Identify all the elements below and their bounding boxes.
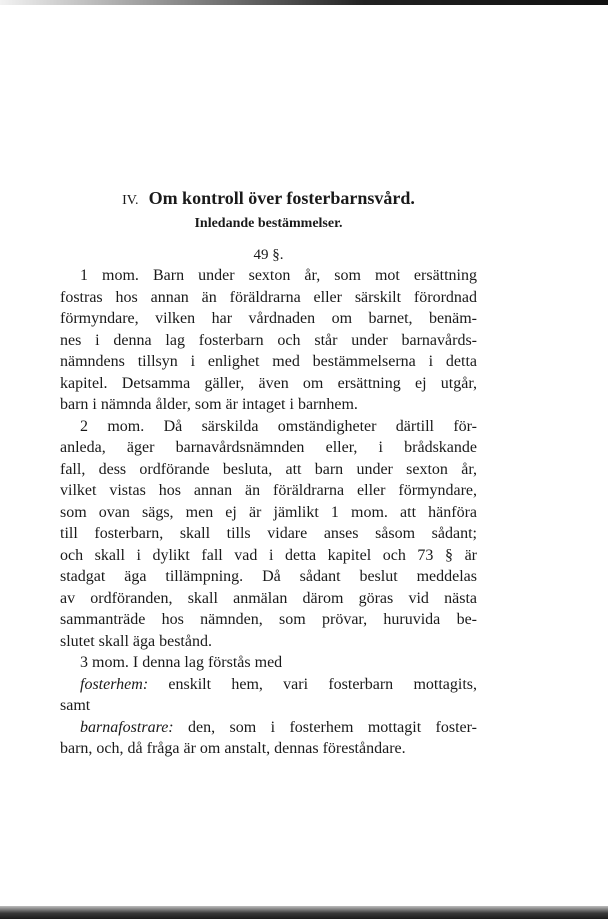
definition-text: den, som i fosterhem mottagit foster-: [173, 718, 477, 736]
subheading: Inledande bestämmelser.: [194, 216, 343, 231]
section-number: 49 §.: [253, 247, 284, 263]
paragraph-mom-3: [60, 652, 477, 674]
text-line: [60, 717, 477, 739]
definition-text: enskilt hem, vari fosterbarn mottagits,: [148, 675, 477, 693]
scan-bottom-edge: [0, 906, 608, 919]
text-line: 2 mom. Då särskilda omständigheter därtill för-: [80, 417, 477, 435]
text-line: kapitel. Detsamma gäller, även om ersättning ej utgår,: [60, 374, 477, 392]
chapter-title: Om kontroll över fosterbarnsvård.: [148, 188, 415, 208]
text-line: [60, 674, 477, 696]
text-line: stadgat äga tillämpning. Då sådant beslut meddelas: [60, 568, 477, 585]
text-line: barn, och, då fråga är om anstalt, dennas föreståndare.: [60, 740, 406, 757]
defined-term: barnafostrare:: [80, 718, 174, 736]
document-page: [60, 187, 477, 760]
text-line: av ordföranden, skall anmälan därom göras vid nästa: [60, 589, 477, 607]
paragraph-mom-2: [60, 416, 477, 653]
text-line: fostras hos annan än föräldrarna eller särskilt förordnad: [60, 288, 477, 306]
defined-term: fosterhem:: [80, 675, 149, 693]
paragraph-mom-1: [60, 265, 477, 416]
text-line: sammanträde hos nämnden, som prövar, huruvida be-: [60, 611, 477, 628]
text-line: nes i denna lag fosterbarn och står under barnavårds-: [60, 331, 477, 349]
chapter-heading: [60, 187, 477, 212]
text-line: fall, dess ordförande besluta, att barn under sexton år,: [60, 460, 477, 478]
text-line: vilket vistas hos annan än föräldrarna eller förmyndare,: [60, 482, 477, 499]
text-line: samt: [60, 697, 91, 714]
text-line: barn i nämnda ålder, som är intaget i barnhem.: [60, 396, 358, 413]
text-line: nämndens tillsyn i enlighet med bestämmelserna i detta: [60, 353, 477, 370]
scan-top-edge: [0, 0, 608, 5]
definition-barnafostrare: [60, 717, 477, 760]
chapter-numeral: IV.: [122, 193, 139, 208]
text-line: och skall i dylikt fall vad i detta kapitel och 73 § är: [60, 546, 477, 564]
text-line: förmyndare, vilken har vårdnaden om barnet, benäm-: [60, 310, 477, 327]
text-line: till fosterbarn, skall tills vidare anses såsom sådant;: [60, 525, 477, 542]
definition-fosterhem: [60, 674, 477, 717]
text-line: 1 mom. Barn under sexton år, som mot ersättning: [80, 267, 477, 284]
text-line: som ovan sägs, men ej är jämlikt 1 mom. att hänföra: [60, 503, 477, 521]
text-line: slutet skall äga bestånd.: [60, 632, 212, 650]
text-line: anleda, äger barnavårdsnämnden eller, i brådskande: [60, 439, 477, 456]
text-line: 3 mom. I denna lag förstås med: [80, 654, 283, 671]
